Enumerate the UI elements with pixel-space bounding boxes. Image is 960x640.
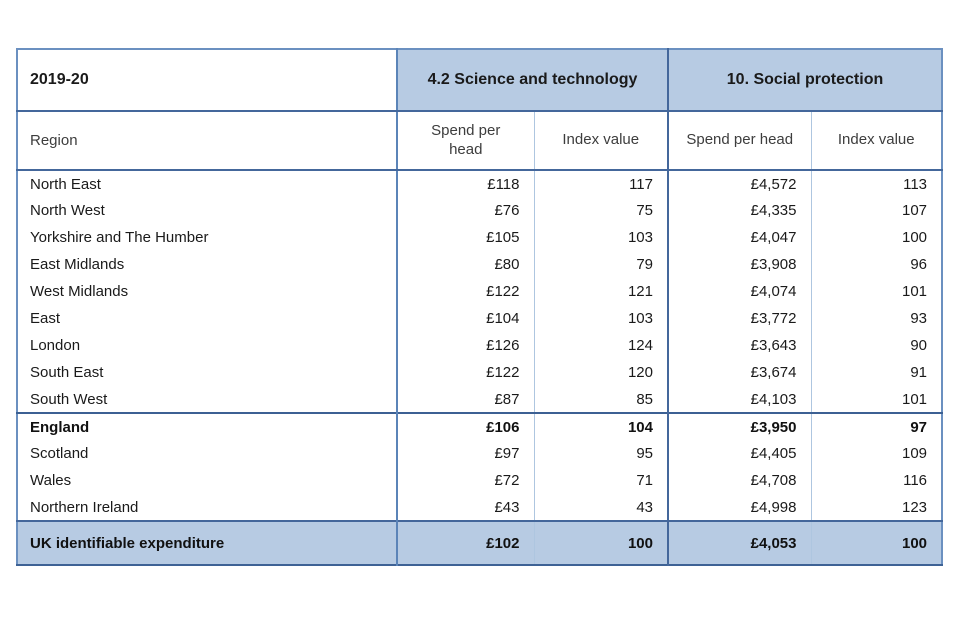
- science-index-cell: 79: [534, 251, 668, 278]
- social-spend-cell: £3,950: [668, 413, 811, 440]
- social-spend-cell: £4,074: [668, 278, 811, 305]
- table-row-south-east: [17, 359, 942, 386]
- table-row-uk-total: [17, 521, 942, 565]
- social-spend-cell: £4,708: [668, 467, 811, 494]
- table-row-east: [17, 305, 942, 332]
- science-index-cell: 71: [534, 467, 668, 494]
- social-index-cell: 113: [811, 170, 942, 197]
- science-index-cell: 121: [534, 278, 668, 305]
- social-index-cell: 101: [811, 278, 942, 305]
- social-spend-cell: £3,772: [668, 305, 811, 332]
- region-cell: East: [17, 305, 397, 332]
- region-cell: Wales: [17, 467, 397, 494]
- science-spend-cell: £97: [397, 440, 534, 467]
- social-index-cell: 91: [811, 359, 942, 386]
- social-index-column-header: Index value: [811, 111, 942, 170]
- science-spend-cell: £122: [397, 278, 534, 305]
- region-cell: South East: [17, 359, 397, 386]
- science-spend-header-label: Spend per head: [431, 121, 501, 158]
- region-cell: Northern Ireland: [17, 494, 397, 521]
- table-row-scotland: [17, 440, 942, 467]
- table-row-wales: [17, 467, 942, 494]
- region-cell: London: [17, 332, 397, 359]
- science-spend-cell: £126: [397, 332, 534, 359]
- year-label: 2019-20: [17, 49, 397, 111]
- region-cell: North West: [17, 197, 397, 224]
- social-spend-cell: £4,405: [668, 440, 811, 467]
- science-spend-cell: £76: [397, 197, 534, 224]
- region-cell: Scotland: [17, 440, 397, 467]
- social-index-cell: 93: [811, 305, 942, 332]
- science-index-column-header: Index value: [534, 111, 668, 170]
- table-row-england: [17, 413, 942, 440]
- social-spend-column-header: Spend per head: [668, 111, 811, 170]
- social-spend-cell: £4,047: [668, 224, 811, 251]
- science-spend-column-header: [397, 111, 534, 170]
- science-spend-cell: £106: [397, 413, 534, 440]
- table-row-northern-ireland: [17, 494, 942, 521]
- social-index-cell: 96: [811, 251, 942, 278]
- social-index-cell: 109: [811, 440, 942, 467]
- social-spend-cell: £4,053: [668, 521, 811, 565]
- science-index-cell: 117: [534, 170, 668, 197]
- social-spend-cell: £4,103: [668, 386, 811, 413]
- science-spend-cell: £87: [397, 386, 534, 413]
- group-header-social: 10. Social protection: [668, 49, 942, 111]
- table-row-south-west: [17, 386, 942, 413]
- science-spend-cell: £118: [397, 170, 534, 197]
- social-index-cell: 116: [811, 467, 942, 494]
- science-index-cell: 100: [534, 521, 668, 565]
- science-spend-cell: £104: [397, 305, 534, 332]
- social-index-cell: 90: [811, 332, 942, 359]
- science-spend-cell: £80: [397, 251, 534, 278]
- science-spend-cell: £43: [397, 494, 534, 521]
- science-index-cell: 43: [534, 494, 668, 521]
- social-spend-cell: £3,643: [668, 332, 811, 359]
- science-index-cell: 95: [534, 440, 668, 467]
- region-cell: West Midlands: [17, 278, 397, 305]
- region-cell: UK identifiable expenditure: [17, 521, 397, 565]
- table-row-west-midlands: [17, 278, 942, 305]
- social-spend-cell: £3,908: [668, 251, 811, 278]
- spending-table: [16, 48, 943, 566]
- social-index-cell: 101: [811, 386, 942, 413]
- science-spend-cell: £105: [397, 224, 534, 251]
- group-header-science: 4.2 Science and technology: [397, 49, 668, 111]
- table-row-north-east: [17, 170, 942, 197]
- social-index-cell: 100: [811, 224, 942, 251]
- header-band-row: [17, 49, 942, 111]
- social-spend-cell: £3,674: [668, 359, 811, 386]
- science-index-cell: 104: [534, 413, 668, 440]
- science-index-cell: 103: [534, 305, 668, 332]
- science-index-cell: 124: [534, 332, 668, 359]
- social-spend-cell: £4,335: [668, 197, 811, 224]
- social-spend-cell: £4,572: [668, 170, 811, 197]
- science-index-cell: 120: [534, 359, 668, 386]
- table-row-north-west: [17, 197, 942, 224]
- region-cell: England: [17, 413, 397, 440]
- table-row-yorkshire: [17, 224, 942, 251]
- science-index-cell: 85: [534, 386, 668, 413]
- science-spend-cell: £72: [397, 467, 534, 494]
- social-index-cell: 100: [811, 521, 942, 565]
- social-index-cell: 107: [811, 197, 942, 224]
- social-index-cell: 97: [811, 413, 942, 440]
- science-spend-cell: £122: [397, 359, 534, 386]
- social-index-cell: 123: [811, 494, 942, 521]
- region-cell: South West: [17, 386, 397, 413]
- region-cell: North East: [17, 170, 397, 197]
- table-row-east-midlands: [17, 251, 942, 278]
- social-spend-cell: £4,998: [668, 494, 811, 521]
- region-cell: Yorkshire and The Humber: [17, 224, 397, 251]
- science-spend-cell: £102: [397, 521, 534, 565]
- column-header-row: [17, 111, 942, 170]
- science-index-cell: 103: [534, 224, 668, 251]
- science-index-cell: 75: [534, 197, 668, 224]
- region-cell: East Midlands: [17, 251, 397, 278]
- region-column-header: Region: [17, 111, 397, 170]
- table-row-london: [17, 332, 942, 359]
